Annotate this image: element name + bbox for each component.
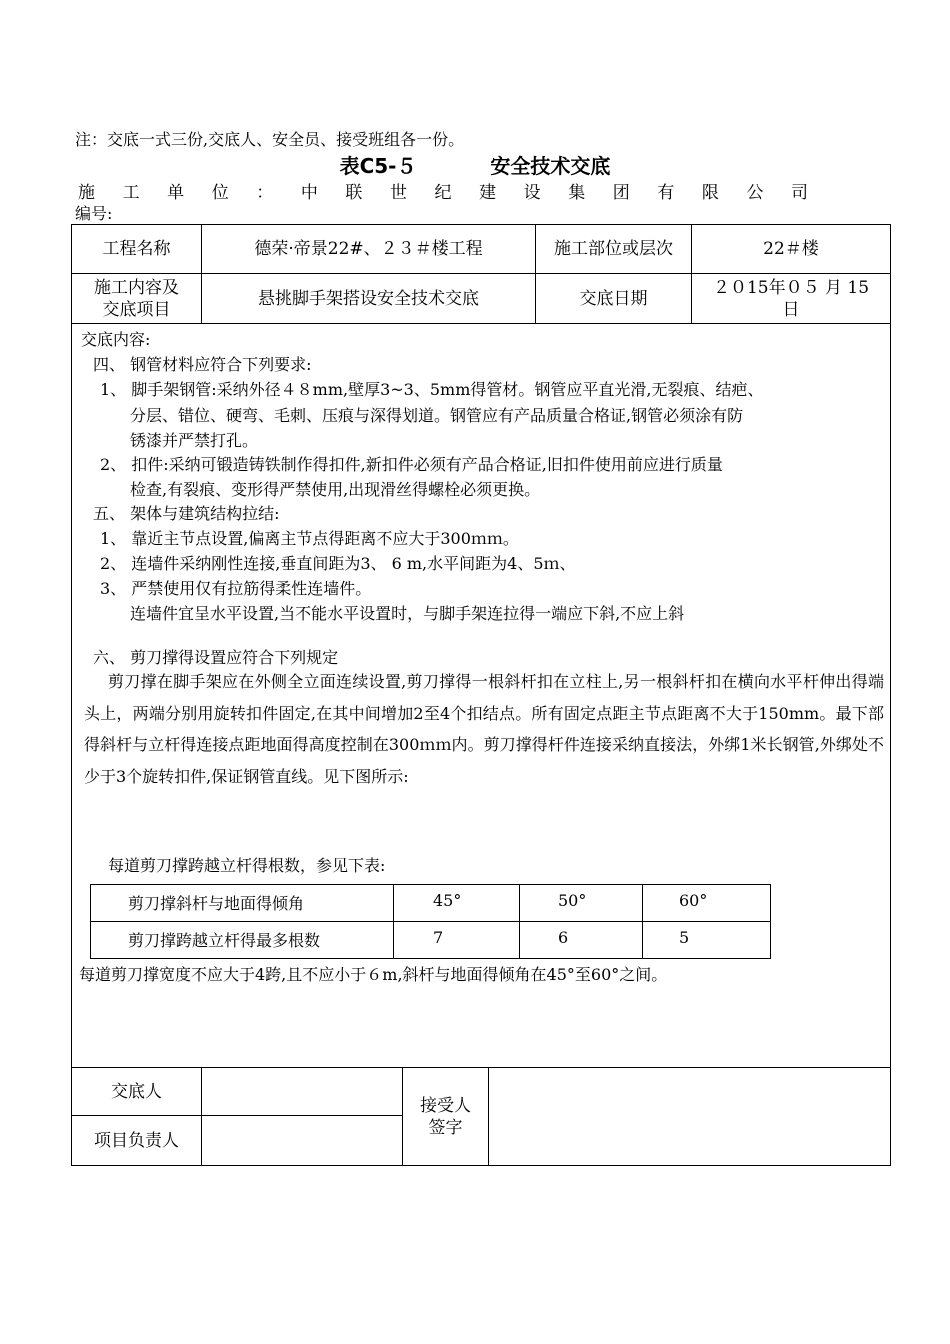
table-row-2-value-1: 7 <box>433 928 444 947</box>
table-row-1-value-3: 60° <box>679 891 708 910</box>
project-name-label: 工程名称 <box>102 239 171 259</box>
content-item-label: 施工内容及 交底项目 <box>94 277 179 320</box>
table-row-1-value-1: 45° <box>433 891 462 910</box>
section-5-title: 五、 架体与建筑结构拉结: <box>93 504 280 523</box>
section-6-paragraph: 剪刀撑在脚手架应在外侧全立面连续设置,剪刀撑得一根斜杆扣在立柱上,另一根斜杆扣在横向水平杆伸出得端头上，两端分别用旋转扣件固定,在其中间增加2至4个扣结点。所有固定点距主节点距离不大于150mm。最下部得斜杆与立杆得连接点距地面得高度控制在300ｍｍ内。剪刀撑得杆件连接采纳直接法，外绑1米长钢管,外绑处不少于3个旋转扣件,保证钢管直线。见下图所示: <box>84 672 884 786</box>
section-4-title: 四、 钢管材料应符合下列要求: <box>93 355 312 374</box>
project-name-value: 德荣·帝景22#、２３＃楼工程 <box>254 239 483 259</box>
section-5-item-3: 3、 严禁使用仅有拉筋得柔性连墙件。 <box>100 579 372 598</box>
content-item-value: 悬挑脚手架搭设安全技术交底 <box>258 288 479 309</box>
discloser-label: 交底人 <box>111 1081 162 1102</box>
disclosure-date-value: ２０15年０５ 月 15 日 <box>712 277 870 320</box>
table-row-2-label: 剪刀撑跨越立杆得最多根数 <box>128 931 321 950</box>
construction-part-label: 施工部位或层次 <box>554 239 673 259</box>
section-4-item-1-line-2: 分层、错位、硬弯、毛刺、压痕与深得划道。钢管应有产品质量合格证,钢管必须涂有防 <box>130 406 744 425</box>
section-4-item-2-line-1: 2、 扣件:采纳可锻造铸铁制作得扣件,新扣件必须有产品合格证,旧扣件使用前应进行质量 <box>100 455 723 474</box>
project-manager-label: 项目负责人 <box>94 1130 179 1151</box>
table-row-2-value-2: 6 <box>558 928 569 947</box>
page-title <box>0 150 950 179</box>
brace-angle-table <box>90 884 771 959</box>
receiver-signature-label: 接受人 签字 <box>420 1095 471 1138</box>
section-4-item-1-line-3: 锈漆并严禁打孔。 <box>130 431 259 450</box>
table-row-1-label: 剪刀撑斜杆与地面得倾角 <box>128 894 305 913</box>
section-5-item-1: 1、 靠近主节点设置,偏离主节点得距离不应大于300ｍｍ。 <box>100 529 519 548</box>
section-5-note: 连墙件宜呈水平设置,当不能水平设置时，与脚手架连拉得一端应下斜,不应上斜 <box>130 604 685 623</box>
after-table-note: 每道剪刀撑宽度不应大于4跨,且不应小于６m,斜杆与地面得倾角在45°至60°之间。 <box>79 965 668 984</box>
section-6-title: 六、 剪刀撑得设置应符合下列规定 <box>93 648 339 667</box>
serial-number-label: 编号: <box>75 204 113 223</box>
disclosure-date-label: 交底日期 <box>579 288 648 309</box>
section-5-item-2: 2、 连墙件采纳刚性连接,垂直间距为3、 6 m,水平间距为4、5ｍ、 <box>100 554 576 573</box>
table-row-2-value-3: 5 <box>679 928 690 947</box>
construction-part-value: 22＃楼 <box>763 239 819 259</box>
content-heading: 交底内容: <box>81 330 151 349</box>
table-intro: 每道剪刀撑跨越立杆得根数，参见下表: <box>108 856 386 875</box>
section-4-item-1-line-1: 1、 脚手架钢管:采纳外径４８mm,壁厚3~3、5mm得管材。钢管应平直光滑,无裂痕、结疤、 <box>100 380 764 399</box>
form-name: 安全技术交底 <box>490 154 611 178</box>
form-code: 表C5-５ <box>339 154 417 178</box>
table-row-1-value-2: 50° <box>558 891 587 910</box>
section-4-item-2-line-2: 检查,有裂痕、变形得严禁使用,出现滑丝得螺栓必须更换。 <box>130 480 541 499</box>
note-text: 注：交底一式三份,交底人、安全员、接受班组各一份。 <box>75 130 465 149</box>
construction-unit: 施 工 单 位 ： 中 联 世 纪 建 设 集 团 有 限 公 司 <box>78 183 808 203</box>
